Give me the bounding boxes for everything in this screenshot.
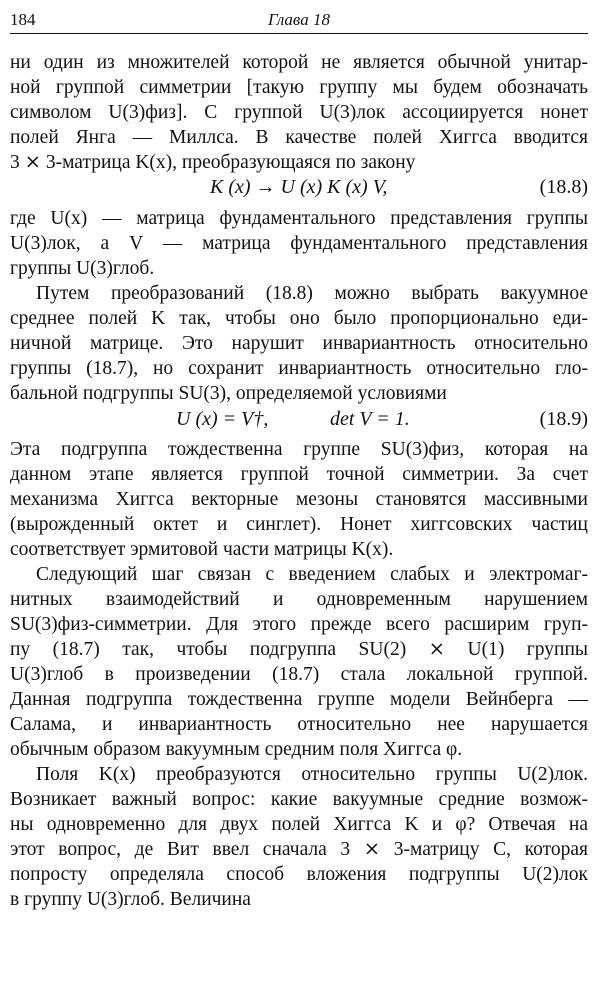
equation-number: (18.9) — [539, 408, 588, 430]
text-line: U(3)лок, а V — матрица фундаментального представления — [10, 233, 588, 254]
text-line: (вырожденный октет и синглет). Нонет хиггсовских частиц — [10, 514, 588, 535]
text-line: Следующий шаг связан с введением слабых и электромаг- — [36, 564, 588, 585]
equation-18-8 — [10, 172, 588, 202]
text-line: ничной матрице. Это нарушит инвариантность относительно — [10, 333, 588, 354]
text-line: бальной подгруппы SU(3), определяемой условиями — [10, 383, 447, 404]
text-line: пу (18.7) так, чтобы подгруппа SU(2) ⨯ U(1) группы — [10, 639, 588, 660]
text-line: U(3)глоб в произведении (18.7) стала локальной группой. — [10, 664, 588, 685]
text-line: ной группой симметрии [такую группу мы будем обозначать — [10, 77, 588, 98]
equation-left: U (x) = V†, — [176, 408, 269, 430]
text-line: группы U(3)глоб. — [10, 258, 155, 279]
text-line: обычным образом вакуумным средним поля Хиггса φ. — [10, 739, 463, 760]
text-line: ни один из множителей которой не является обычной унитар- — [10, 52, 588, 73]
text-line: символом U(3)физ]. С группой U(3)лок ассоциируется нонет — [10, 102, 588, 123]
text-line: Салама, и инвариантность относительно нее нарушается — [10, 714, 588, 735]
text-line: механизма Хиггса векторные мезоны становятся массивными — [10, 489, 588, 510]
equation-formula: K (x) → U (x) K (x) V, — [210, 176, 388, 198]
text-line: Путем преобразований (18.8) можно выбрать вакуумное — [36, 283, 588, 304]
text-line: попросту определяла способ вложения подгруппы U(2)лок — [10, 864, 588, 885]
text-line: SU(3)физ-симметрии. Для этого прежде всего расширим груп- — [10, 614, 588, 635]
equation-right: det V = 1. — [330, 408, 410, 430]
text-line: в группу U(3)глоб. Величина — [10, 889, 251, 910]
text-line: этот вопрос, де Вит ввел сначала 3 ⨯ 3-матрицу C, которая — [10, 839, 588, 860]
text-line: где U(x) — матрица фундаментального представления группы — [10, 208, 588, 229]
chapter-title: Глава 18 — [268, 10, 330, 29]
text-line: ны одновременно для двух полей Хиггса K и φ? Отвечая на — [10, 814, 588, 835]
header-rule — [10, 33, 588, 34]
page-number: 184 — [10, 10, 36, 29]
text-line: 3 ⨯ 3-матрица K(x), преобразующаяся по закону — [10, 152, 416, 173]
equation-number: (18.8) — [539, 176, 588, 198]
equation-18-9 — [10, 404, 588, 434]
page-header — [10, 6, 588, 34]
text-line: Поля K(x) преобразуются относительно группы U(2)лок. — [36, 764, 588, 785]
text-line: полей Янга — Миллса. В качестве полей Хиггса вводится — [10, 127, 588, 148]
text-line: данном этапе является группой точной симметрии. За счет — [10, 464, 588, 485]
text-line: Возникает важный вопрос: какие вакуумные средние возмож- — [10, 789, 588, 810]
text-line: группы (18.7), но сохранит инвариантность относительно гло- — [10, 358, 588, 379]
text-line: Данная подгруппа тождественна группе модели Вейнберга — — [10, 689, 588, 710]
text-line: нитных взаимодействий и одновременным нарушением — [10, 589, 588, 610]
text-line: Эта подгруппа тождественна группе SU(3)физ, которая на — [10, 439, 588, 460]
text-line: среднее полей K так, чтобы оно было пропорционально еди- — [10, 308, 588, 329]
text-line: соответствует эрмитовой части матрицы K(x). — [10, 539, 394, 560]
